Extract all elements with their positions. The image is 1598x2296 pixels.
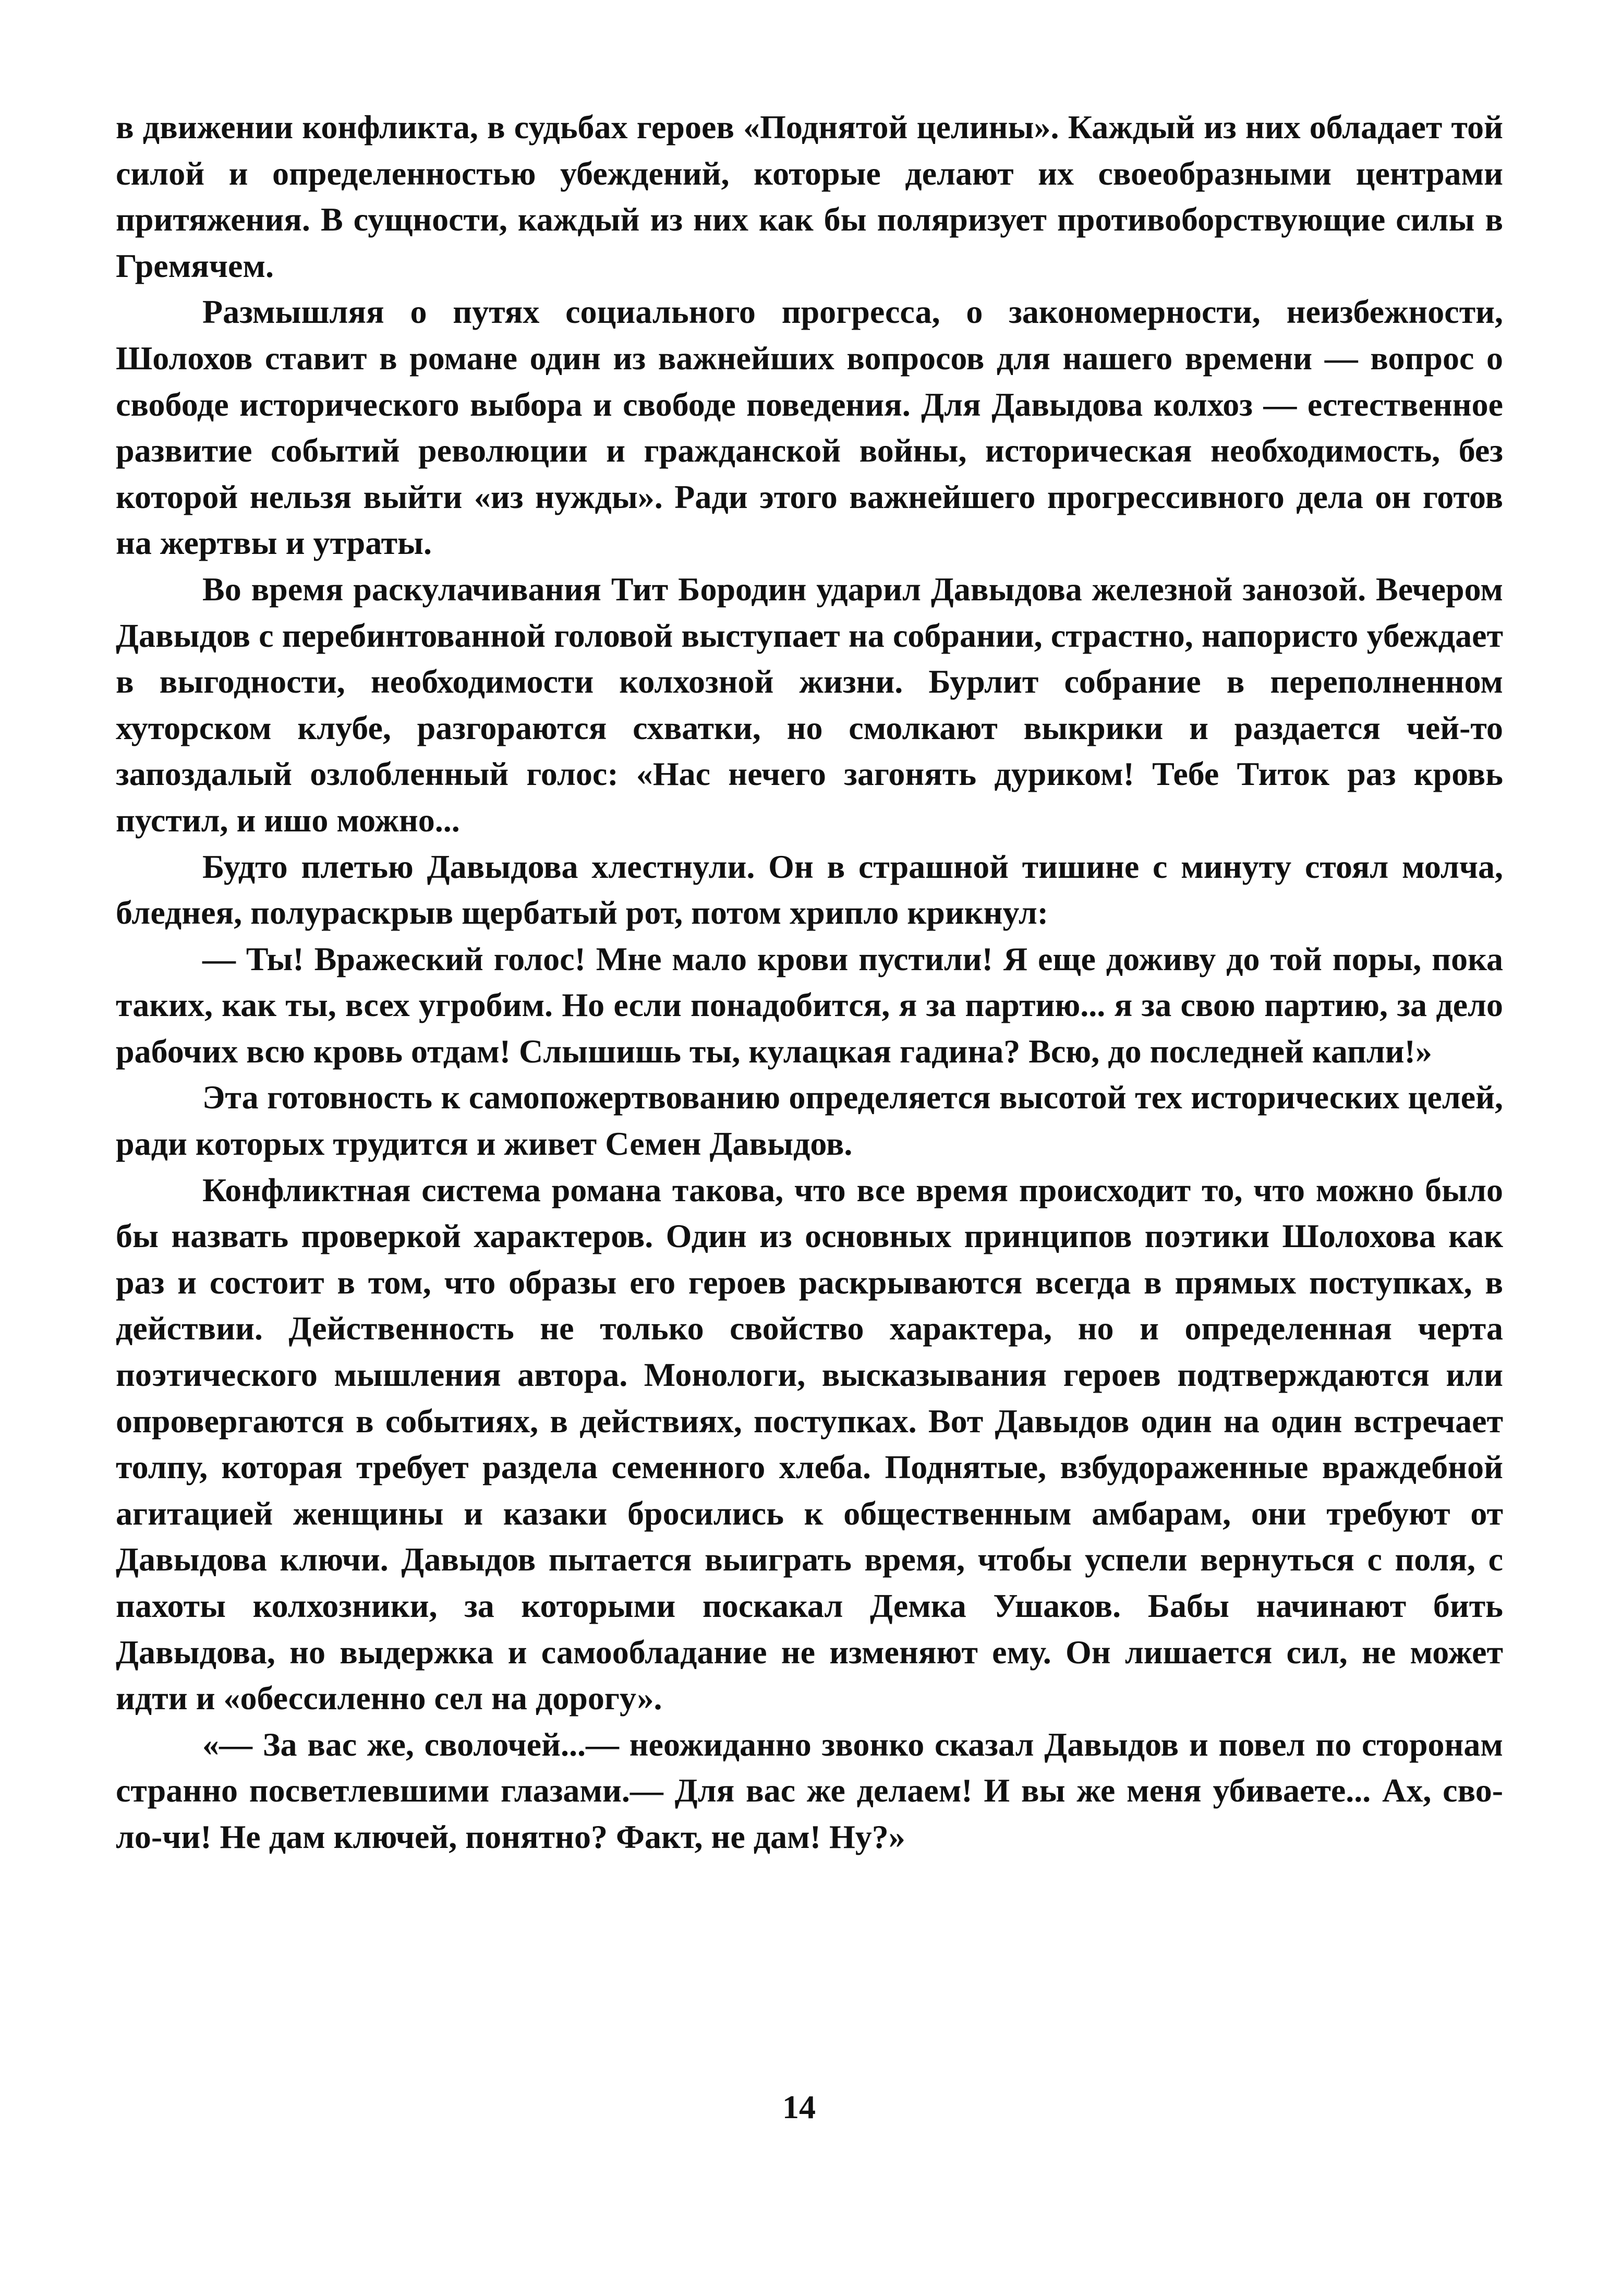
paragraph-6: Эта готовность к самопожертвованию определяется высотой тех исторических целей, ради которых трудится и живет Семен Давыдов. [116,1079,1503,1163]
paragraph-7: Конфликтная система романа такова, что все время происходит то, что можно было бы назвать проверкой характеров. Один из основных принципов поэтики Шолохова как раз и состоит в том, что образы его героев раскрываются всегда в прямых поступках, в действии. Действенность не только свойство характера, но и определенная черта поэтического мышления автора. Монологи, высказывания героев подтверждаются или опровергаются в событиях, в действиях, поступках. Вот Давыдов один на один встречает толпу, которая требует раздела семенного хлеба. Поднятые, взбудораженные враждебной агитацией женщины и казаки бросились к общественным амбарам, они требуют от Давыдова ключи. Давыдов пытается выиграть время, чтобы успели вернуться с поля, с пахоты колхозники, за которыми поскакал Демка Ушаков. Бабы начинают бить Давыдова, но выдержка и самообладание не изменяют ему. Он лишается сил, не может идти и «обессиленно сел на дорогу». [116,1171,1503,1717]
paragraph-4: Будто плетью Давыдова хлестнули. Он в страшной тишине с минуту стоял молча, бледнея, полураскрыв щербатый рот, потом хрипло крикнул: [116,848,1503,932]
paragraph-8: «— За вас же, сволочей...— неожиданно звонко сказал Давыдов и повел по сторонам странно посветлевшими глазами.— Для вас же делаем! И вы же меня убиваете... Ах, сво-ло-чи! Не дам ключей, понятно? Факт, не дам! Ну?» [116,1725,1503,1855]
paragraph-3: Во время раскулачивания Тит Бородин ударил Давыдова железной занозой. Вечером Давыдов с перебинтованной головой выступает на собрании, страстно, напористо убеждает в выгодности, необходимости колхозной жизни. Бурлит собрание в переполненном хуторском клубе, разгораются схватки, но смолкают выкрики и раздается чей-то запоздалый озлобленный голос: «Нас нечего загонять дуриком! Тебе Титок раз кровь пустил, и ишо можно... [116,570,1503,839]
body-text [116,104,1503,1860]
page-number: 14 [782,2088,816,2125]
paragraph-1: в движении конфликта, в судьбах героев «Поднятой целины». Каждый из них обладает той силой и определенностью убеждений, которые делают их своеобразными центрами притяжения. В сущности, каждый из них как бы поляризует противоборствующие силы в Гремячем. [116,108,1503,284]
paragraph-5: — Ты! Вражеский голос! Мне мало крови пустили! Я еще доживу до той поры, пока таких, как ты, всех угробим. Но если понадобится, я за партию... я за свою партию, за дело рабочих всю кровь отдам! Слышишь ты, кулацкая гадина? Всю, до последней капли!» [116,940,1503,1070]
paragraph-2: Размышляя о путях социального прогресса, о закономерности, неизбежности, Шолохов ставит в романе один из важнейших вопросов для нашего времени — вопрос о свободе исторического выбора и свободе поведения. Для Давыдова колхоз — естественное развитие событий революции и гражданской войны, историческая необходимость, без которой нельзя выйти «из нужды». Ради этого важнейшего прогрессивного дела он готов на жертвы и утраты. [116,293,1503,562]
